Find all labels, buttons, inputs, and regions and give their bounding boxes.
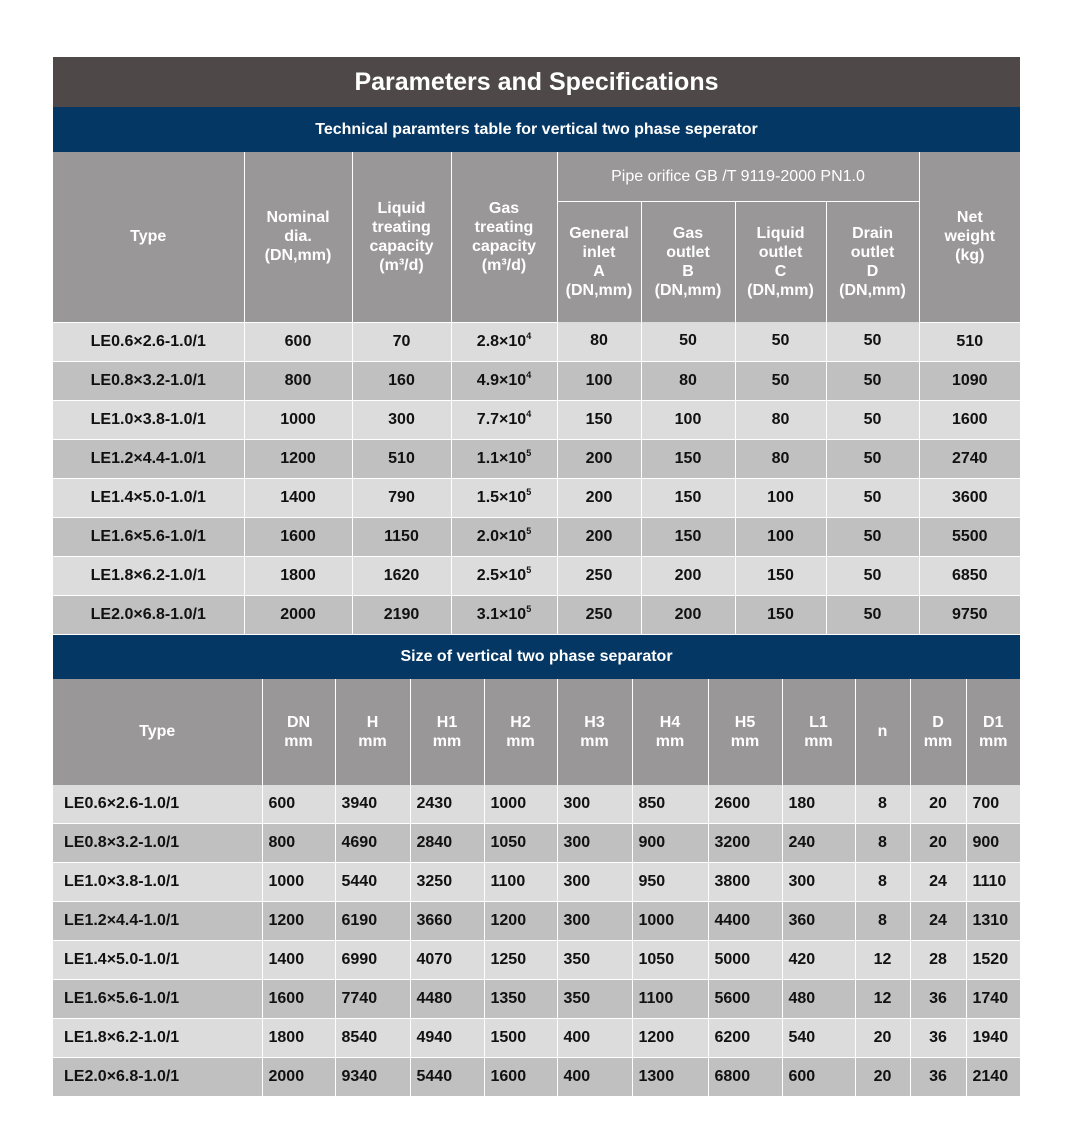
gas-capacity-exponent: 5 [526,564,532,575]
cell-type: LE1.8×6.2-1.0/1 [53,556,244,595]
header-n: n [855,679,910,785]
cell-net-weight: 1600 [919,400,1020,439]
cell-d: 36 [910,1019,966,1058]
cell-net-weight: 5500 [919,517,1020,556]
cell-h5: 3800 [708,863,782,902]
cell-gas-capacity [451,322,557,361]
header-line: H2 [510,713,531,731]
header-line: (DN,mm) [654,281,722,299]
cell-net-weight: 2740 [919,439,1020,478]
cell-h4: 1300 [632,1058,708,1097]
cell-h3: 300 [557,785,632,824]
cell-l1: 360 [782,902,855,941]
cell-gas-capacity [451,595,557,634]
cell-n: 8 [855,863,910,902]
cell-h4: 1100 [632,980,708,1019]
gas-capacity-base: 3.1×10 [476,605,527,623]
header-line: outlet [758,243,803,261]
cell-h1: 4070 [410,941,484,980]
header-h5 [708,679,782,785]
cell-n: 20 [855,1019,910,1058]
table-row [53,1058,1020,1097]
cell-gas-outlet-b: 80 [641,361,735,400]
cell-h2: 1350 [484,980,557,1019]
header-line: L1 [809,713,828,731]
table-row [53,785,1020,824]
header-line: treating [474,218,534,236]
header-line: Liquid [756,224,805,242]
header-gas-capacity [451,152,557,322]
cell-liquid-outlet-c: 100 [735,478,826,517]
header-line: weight [944,228,996,246]
cell-drain-outlet-d: 50 [826,595,919,634]
cell-h5: 6200 [708,1019,782,1058]
header-line: dia. [284,228,312,246]
header-line: (DN,mm) [565,281,633,299]
cell-nominal-dia: 800 [244,361,352,400]
header-line: H [366,713,379,731]
cell-h5: 6800 [708,1058,782,1097]
cell-nominal-dia: 1800 [244,556,352,595]
technical-parameters-table [53,152,1020,635]
cell-h3: 300 [557,902,632,941]
cell-l1: 600 [782,1058,855,1097]
header-line: H1 [436,713,458,731]
header-d1 [966,679,1020,785]
cell-dn: 1000 [262,863,335,902]
cell-d1: 1310 [966,902,1020,941]
header-line: mm [655,732,685,750]
gas-capacity-base: 1.5×10 [476,488,527,506]
cell-gas-outlet-b: 200 [641,556,735,595]
header-line: capacity [471,237,537,255]
cell-nominal-dia: 1000 [244,400,352,439]
gas-capacity-exponent: 5 [526,486,532,497]
header-line: D1 [983,713,1004,731]
cell-h2: 1600 [484,1058,557,1097]
header-line: mm [979,732,1008,750]
cell-h5: 5000 [708,941,782,980]
cell-drain-outlet-d: 50 [826,556,919,595]
header-line: (kg) [955,247,985,265]
header-h2 [484,679,557,785]
header-line: Nominal [266,209,330,227]
separator-size-table [53,679,1020,1098]
header-line: (m³/d) [481,256,527,274]
cell-nominal-dia: 1200 [244,439,352,478]
header-line: H3 [584,713,605,731]
cell-drain-outlet-d: 50 [826,439,919,478]
cell-d1: 1110 [966,863,1020,902]
cell-inlet-a: 100 [557,361,641,400]
cell-h: 3940 [335,785,410,824]
header-type: Type [53,152,244,322]
cell-type: LE1.4×5.0-1.0/1 [53,478,244,517]
cell-h4: 950 [632,863,708,902]
cell-h2: 1050 [484,824,557,863]
cell-h2: 1500 [484,1019,557,1058]
cell-drain-outlet-d: 50 [826,400,919,439]
header-line: (DN,mm) [264,247,332,265]
page-title: Parameters and Specifications [53,57,1020,107]
cell-d: 36 [910,980,966,1019]
cell-h4: 1200 [632,1019,708,1058]
cell-net-weight: 510 [919,322,1020,361]
cell-h3: 400 [557,1058,632,1097]
cell-gas-capacity [451,556,557,595]
gas-capacity-base: 4.9×10 [476,371,527,389]
gas-capacity-exponent: 4 [526,408,532,419]
header-line: outlet [850,243,895,261]
table1-caption: Technical paramters table for vertical two phase seperator [53,107,1020,152]
cell-h4: 900 [632,824,708,863]
cell-type: LE0.6×2.6-1.0/1 [53,322,244,361]
cell-h1: 4480 [410,980,484,1019]
cell-l1: 180 [782,785,855,824]
cell-h3: 350 [557,980,632,1019]
cell-type: LE1.2×4.4-1.0/1 [53,902,262,941]
header-l1 [782,679,855,785]
cell-h4: 1000 [632,902,708,941]
cell-liquid-capacity: 70 [352,322,451,361]
cell-l1: 420 [782,941,855,980]
table-row [53,863,1020,902]
cell-drain-outlet-d: 50 [826,517,919,556]
cell-h: 9340 [335,1058,410,1097]
cell-liquid-outlet-c: 150 [735,556,826,595]
cell-n: 8 [855,902,910,941]
header-line: mm [358,732,387,750]
cell-d1: 700 [966,785,1020,824]
cell-h5: 2600 [708,785,782,824]
cell-h2: 1200 [484,902,557,941]
header-type: Type [53,679,262,785]
cell-gas-outlet-b: 100 [641,400,735,439]
cell-gas-outlet-b: 200 [641,595,735,634]
header-line: C [774,262,787,280]
cell-inlet-a: 250 [557,595,641,634]
cell-liquid-capacity: 1620 [352,556,451,595]
header-line: DN [286,713,311,731]
table-row [53,1019,1020,1058]
table-row [53,941,1020,980]
table-row [53,400,1020,439]
cell-h: 8540 [335,1019,410,1058]
cell-h1: 3660 [410,902,484,941]
header-line: mm [284,732,313,750]
cell-h1: 2840 [410,824,484,863]
cell-d1: 1520 [966,941,1020,980]
table-row [53,902,1020,941]
cell-d: 20 [910,785,966,824]
table2-caption: Size of vertical two phase separator [53,635,1020,679]
table-row [53,556,1020,595]
header-line: (DN,mm) [839,281,906,299]
cell-l1: 240 [782,824,855,863]
cell-d1: 2140 [966,1058,1020,1097]
cell-liquid-outlet-c: 150 [735,595,826,634]
header-net-weight [919,152,1020,322]
cell-gas-capacity [451,361,557,400]
header-line: D [866,262,879,280]
cell-d: 20 [910,824,966,863]
cell-gas-capacity [451,478,557,517]
cell-liquid-capacity: 510 [352,439,451,478]
header-nominal-dia [244,152,352,322]
header-liquid-capacity [352,152,451,322]
cell-h: 6990 [335,941,410,980]
cell-d: 24 [910,902,966,941]
header-line: mm [580,732,609,750]
header-line: Gas [488,199,520,217]
header-line: inlet [582,243,616,261]
cell-dn: 600 [262,785,335,824]
cell-type: LE2.0×6.8-1.0/1 [53,595,244,634]
header-line: Gas [672,224,704,242]
cell-nominal-dia: 1600 [244,517,352,556]
header-line: Drain [852,224,893,242]
header-h [335,679,410,785]
gas-capacity-exponent: 5 [526,447,532,458]
cell-net-weight: 6850 [919,556,1020,595]
cell-l1: 540 [782,1019,855,1058]
header-line: (m³/d) [379,256,424,274]
cell-inlet-a: 200 [557,439,641,478]
header-h4 [632,679,708,785]
header-line: Liquid [377,199,426,217]
cell-type: LE1.6×5.6-1.0/1 [53,980,262,1019]
cell-h4: 1050 [632,941,708,980]
cell-gas-capacity [451,517,557,556]
cell-net-weight: 3600 [919,478,1020,517]
cell-gas-capacity [451,439,557,478]
cell-dn: 1800 [262,1019,335,1058]
header-line: mm [730,732,760,750]
gas-capacity-base: 7.7×10 [476,410,527,428]
header-line: outlet [666,243,710,261]
cell-drain-outlet-d: 50 [826,361,919,400]
header-d [910,679,966,785]
cell-liquid-capacity: 2190 [352,595,451,634]
cell-l1: 300 [782,863,855,902]
table-row [53,322,1020,361]
cell-liquid-capacity: 160 [352,361,451,400]
cell-h5: 3200 [708,824,782,863]
header-line: treating [372,218,431,236]
cell-d: 28 [910,941,966,980]
cell-h: 4690 [335,824,410,863]
cell-d1: 1940 [966,1019,1020,1058]
header-general-inlet [557,201,641,322]
cell-dn: 1200 [262,902,335,941]
cell-d: 36 [910,1058,966,1097]
cell-liquid-outlet-c: 80 [735,400,826,439]
cell-inlet-a: 200 [557,478,641,517]
cell-net-weight: 1090 [919,361,1020,400]
cell-gas-outlet-b: 50 [641,322,735,361]
cell-h3: 300 [557,824,632,863]
cell-type: LE1.4×5.0-1.0/1 [53,941,262,980]
cell-h5: 5600 [708,980,782,1019]
table-row [53,980,1020,1019]
table-row [53,595,1020,634]
cell-type: LE1.0×3.8-1.0/1 [53,400,244,439]
cell-type: LE1.2×4.4-1.0/1 [53,439,244,478]
cell-h: 5440 [335,863,410,902]
gas-capacity-base: 2.0×10 [476,527,527,545]
cell-liquid-capacity: 300 [352,400,451,439]
cell-gas-outlet-b: 150 [641,439,735,478]
header-line: A [593,262,605,280]
table-row [53,361,1020,400]
cell-dn: 1400 [262,941,335,980]
header-dn [262,679,335,785]
cell-type: LE1.0×3.8-1.0/1 [53,863,262,902]
header-line: mm [432,732,462,750]
cell-drain-outlet-d: 50 [826,322,919,361]
cell-type: LE0.6×2.6-1.0/1 [53,785,262,824]
gas-capacity-base: 1.1×10 [476,449,527,467]
cell-h4: 850 [632,785,708,824]
cell-gas-capacity [451,400,557,439]
gas-capacity-base: 2.8×10 [476,332,527,350]
cell-h5: 4400 [708,902,782,941]
table-row [53,517,1020,556]
cell-net-weight: 9750 [919,595,1020,634]
cell-type: LE1.6×5.6-1.0/1 [53,517,244,556]
cell-inlet-a: 80 [557,322,641,361]
gas-capacity-exponent: 5 [526,525,532,536]
cell-l1: 480 [782,980,855,1019]
cell-liquid-outlet-c: 50 [735,322,826,361]
cell-h2: 1000 [484,785,557,824]
cell-h3: 300 [557,863,632,902]
cell-nominal-dia: 1400 [244,478,352,517]
gas-capacity-exponent: 5 [526,603,532,614]
cell-h3: 350 [557,941,632,980]
header-line: H4 [659,713,681,731]
cell-inlet-a: 200 [557,517,641,556]
cell-gas-outlet-b: 150 [641,478,735,517]
cell-n: 8 [855,824,910,863]
header-line: mm [506,732,535,750]
header-line: General [569,224,629,242]
cell-h1: 3250 [410,863,484,902]
cell-inlet-a: 250 [557,556,641,595]
cell-type: LE0.8×3.2-1.0/1 [53,824,262,863]
header-line: capacity [369,237,434,255]
spec-sheet [53,57,1020,1097]
cell-inlet-a: 150 [557,400,641,439]
table-row [53,824,1020,863]
header-gas-outlet [641,201,735,322]
header-h1 [410,679,484,785]
gas-capacity-base: 2.5×10 [476,566,527,584]
cell-h: 7740 [335,980,410,1019]
cell-h: 6190 [335,902,410,941]
header-h3 [557,679,632,785]
gas-capacity-exponent: 4 [526,369,532,380]
cell-nominal-dia: 2000 [244,595,352,634]
cell-h1: 2430 [410,785,484,824]
cell-liquid-capacity: 1150 [352,517,451,556]
cell-type: LE1.8×6.2-1.0/1 [53,1019,262,1058]
header-line: mm [804,732,833,750]
header-pipe-orifice-group: Pipe orifice GB /T 9119-2000 PN1.0 [557,152,919,201]
cell-h2: 1100 [484,863,557,902]
cell-liquid-outlet-c: 50 [735,361,826,400]
table-row [53,478,1020,517]
cell-n: 12 [855,980,910,1019]
cell-dn: 2000 [262,1058,335,1097]
cell-h3: 400 [557,1019,632,1058]
header-liquid-outlet [735,201,826,322]
cell-n: 12 [855,941,910,980]
cell-dn: 1600 [262,980,335,1019]
cell-liquid-outlet-c: 100 [735,517,826,556]
cell-dn: 800 [262,824,335,863]
cell-h1: 5440 [410,1058,484,1097]
header-line: mm [923,732,953,750]
cell-type: LE0.8×3.2-1.0/1 [53,361,244,400]
cell-h1: 4940 [410,1019,484,1058]
cell-n: 20 [855,1058,910,1097]
header-line: (DN,mm) [747,281,814,299]
cell-h2: 1250 [484,941,557,980]
header-line: Net [956,209,983,227]
cell-d1: 900 [966,824,1020,863]
header-line: D [932,713,944,731]
header-line: H5 [734,713,756,731]
cell-liquid-outlet-c: 80 [735,439,826,478]
cell-nominal-dia: 600 [244,322,352,361]
header-line: B [682,262,694,280]
header-drain-outlet [826,201,919,322]
cell-d: 24 [910,863,966,902]
cell-liquid-capacity: 790 [352,478,451,517]
cell-drain-outlet-d: 50 [826,478,919,517]
cell-gas-outlet-b: 150 [641,517,735,556]
table-row [53,439,1020,478]
gas-capacity-exponent: 4 [526,330,532,341]
cell-type: LE2.0×6.8-1.0/1 [53,1058,262,1097]
cell-d1: 1740 [966,980,1020,1019]
cell-n: 8 [855,785,910,824]
